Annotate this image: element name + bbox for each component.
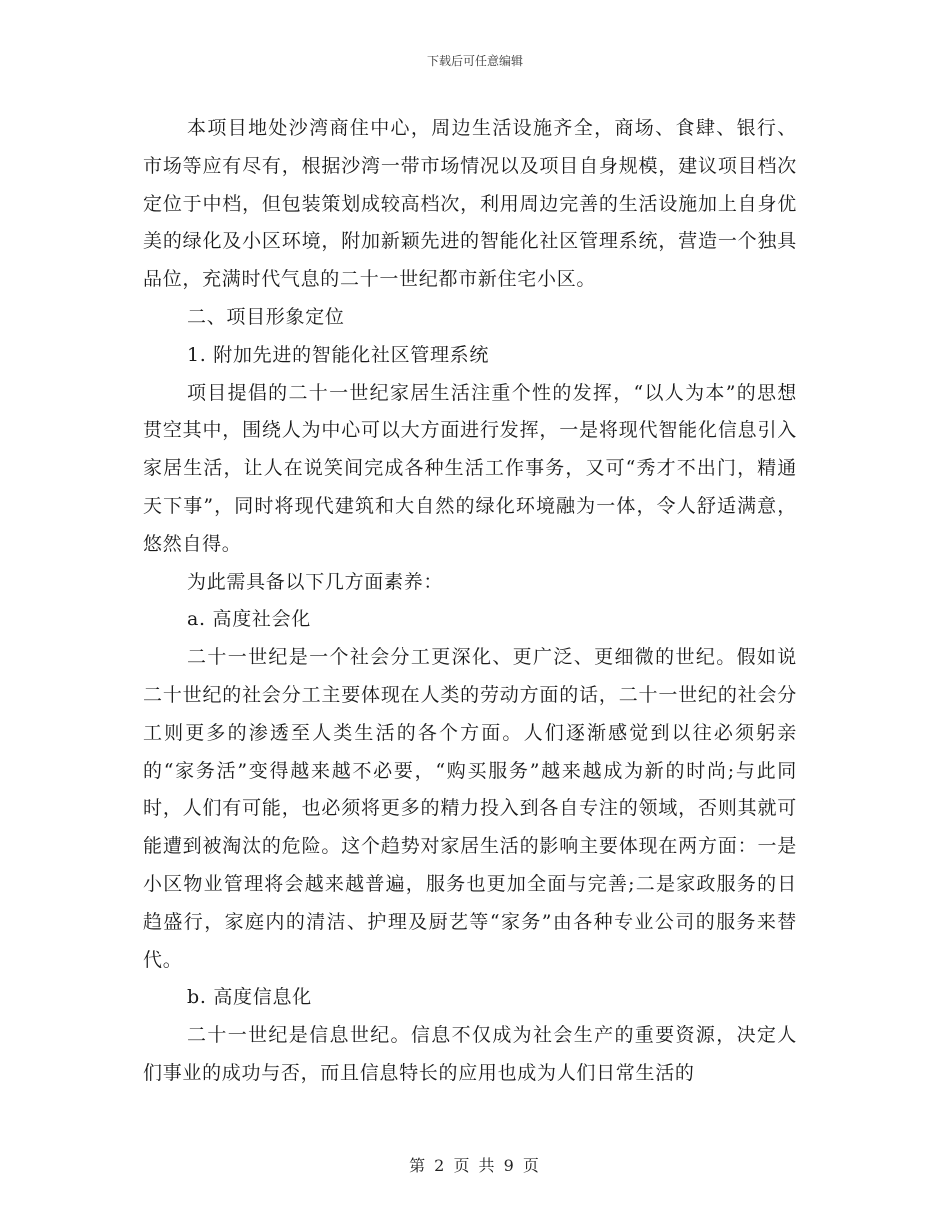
subheading-informatization: b. 高度信息化 [187,986,312,1009]
section-heading-image-positioning: 二、项目形象定位 [187,305,345,328]
document-body [143,110,797,1093]
paragraph-21st-century-living: 项目提倡的二十一世纪家居生活注重个性的发挥，“以人为本”的思想贯空其中，围绕人为中心可以大方面进行发挥，一是将现代智能化信息引入家居生活，让人在说笑间完成各种生活工作事务，又可“秀才不出门，精通天下事”，同时将现代建筑和大自然的绿化环境融为一体，令人舒适满意，悠然自得。 [143,381,797,555]
subheading-socialization: a. 高度社会化 [187,608,312,631]
paragraph-social-division-of-labor: 二十一世纪是一个社会分工更深化、更广泛、更细微的世纪。假如说二十世纪的社会分工主要体现在人类的劳动方面的话，二十一世纪的社会分工则更多的渗透至人类生活的各个方面。人们逐渐感觉到以往必须躬亲的“家务活”变得越来越不必要，“购买服务”越来越成为新的时尚;与此同时，人们有可能，也必须将更多的精力投入到各自专注的领域，否则其就可能遭到被淘汰的危险。这个趋势对家居生活的影响主要体现在两方面：一是小区物业管理将会越来越普遍，服务也更加全面与完善;二是家政服务的日趋盛行，家庭内的清洁、护理及厨艺等“家务”由各种专业公司的服务来替代。 [143,646,797,971]
page-header: 下载后可任意编辑 [426,54,523,68]
page-number-footer: 第 2 页 共 9 页 [409,1156,541,1175]
paragraph-information-century: 二十一世纪是信息世纪。信息不仅成为社会生产的重要资源，决定人们事业的成功与否，而且信息特长的应用也成为人们日常生活的 [143,1024,797,1084]
paragraph-requirements-intro: 为此需具备以下几方面素养： [187,570,444,593]
paragraph-project-positioning: 本项目地处沙湾商住中心，周边生活设施齐全，商场、食肆、银行、市场等应有尽有，根据沙湾一带市场情况以及项目自身规模，建议项目档次定位于中档，但包装策划成较高档次，利用周边完善的生活设施加上自身优美的绿化及小区环境，附加新颖先进的智能化社区管理系统，营造一个独具品位，充满时代气息的二十一世纪都市新住宅小区。 [143,117,797,291]
subheading-smart-community-system: 1. 附加先进的智能化社区管理系统 [187,343,490,366]
